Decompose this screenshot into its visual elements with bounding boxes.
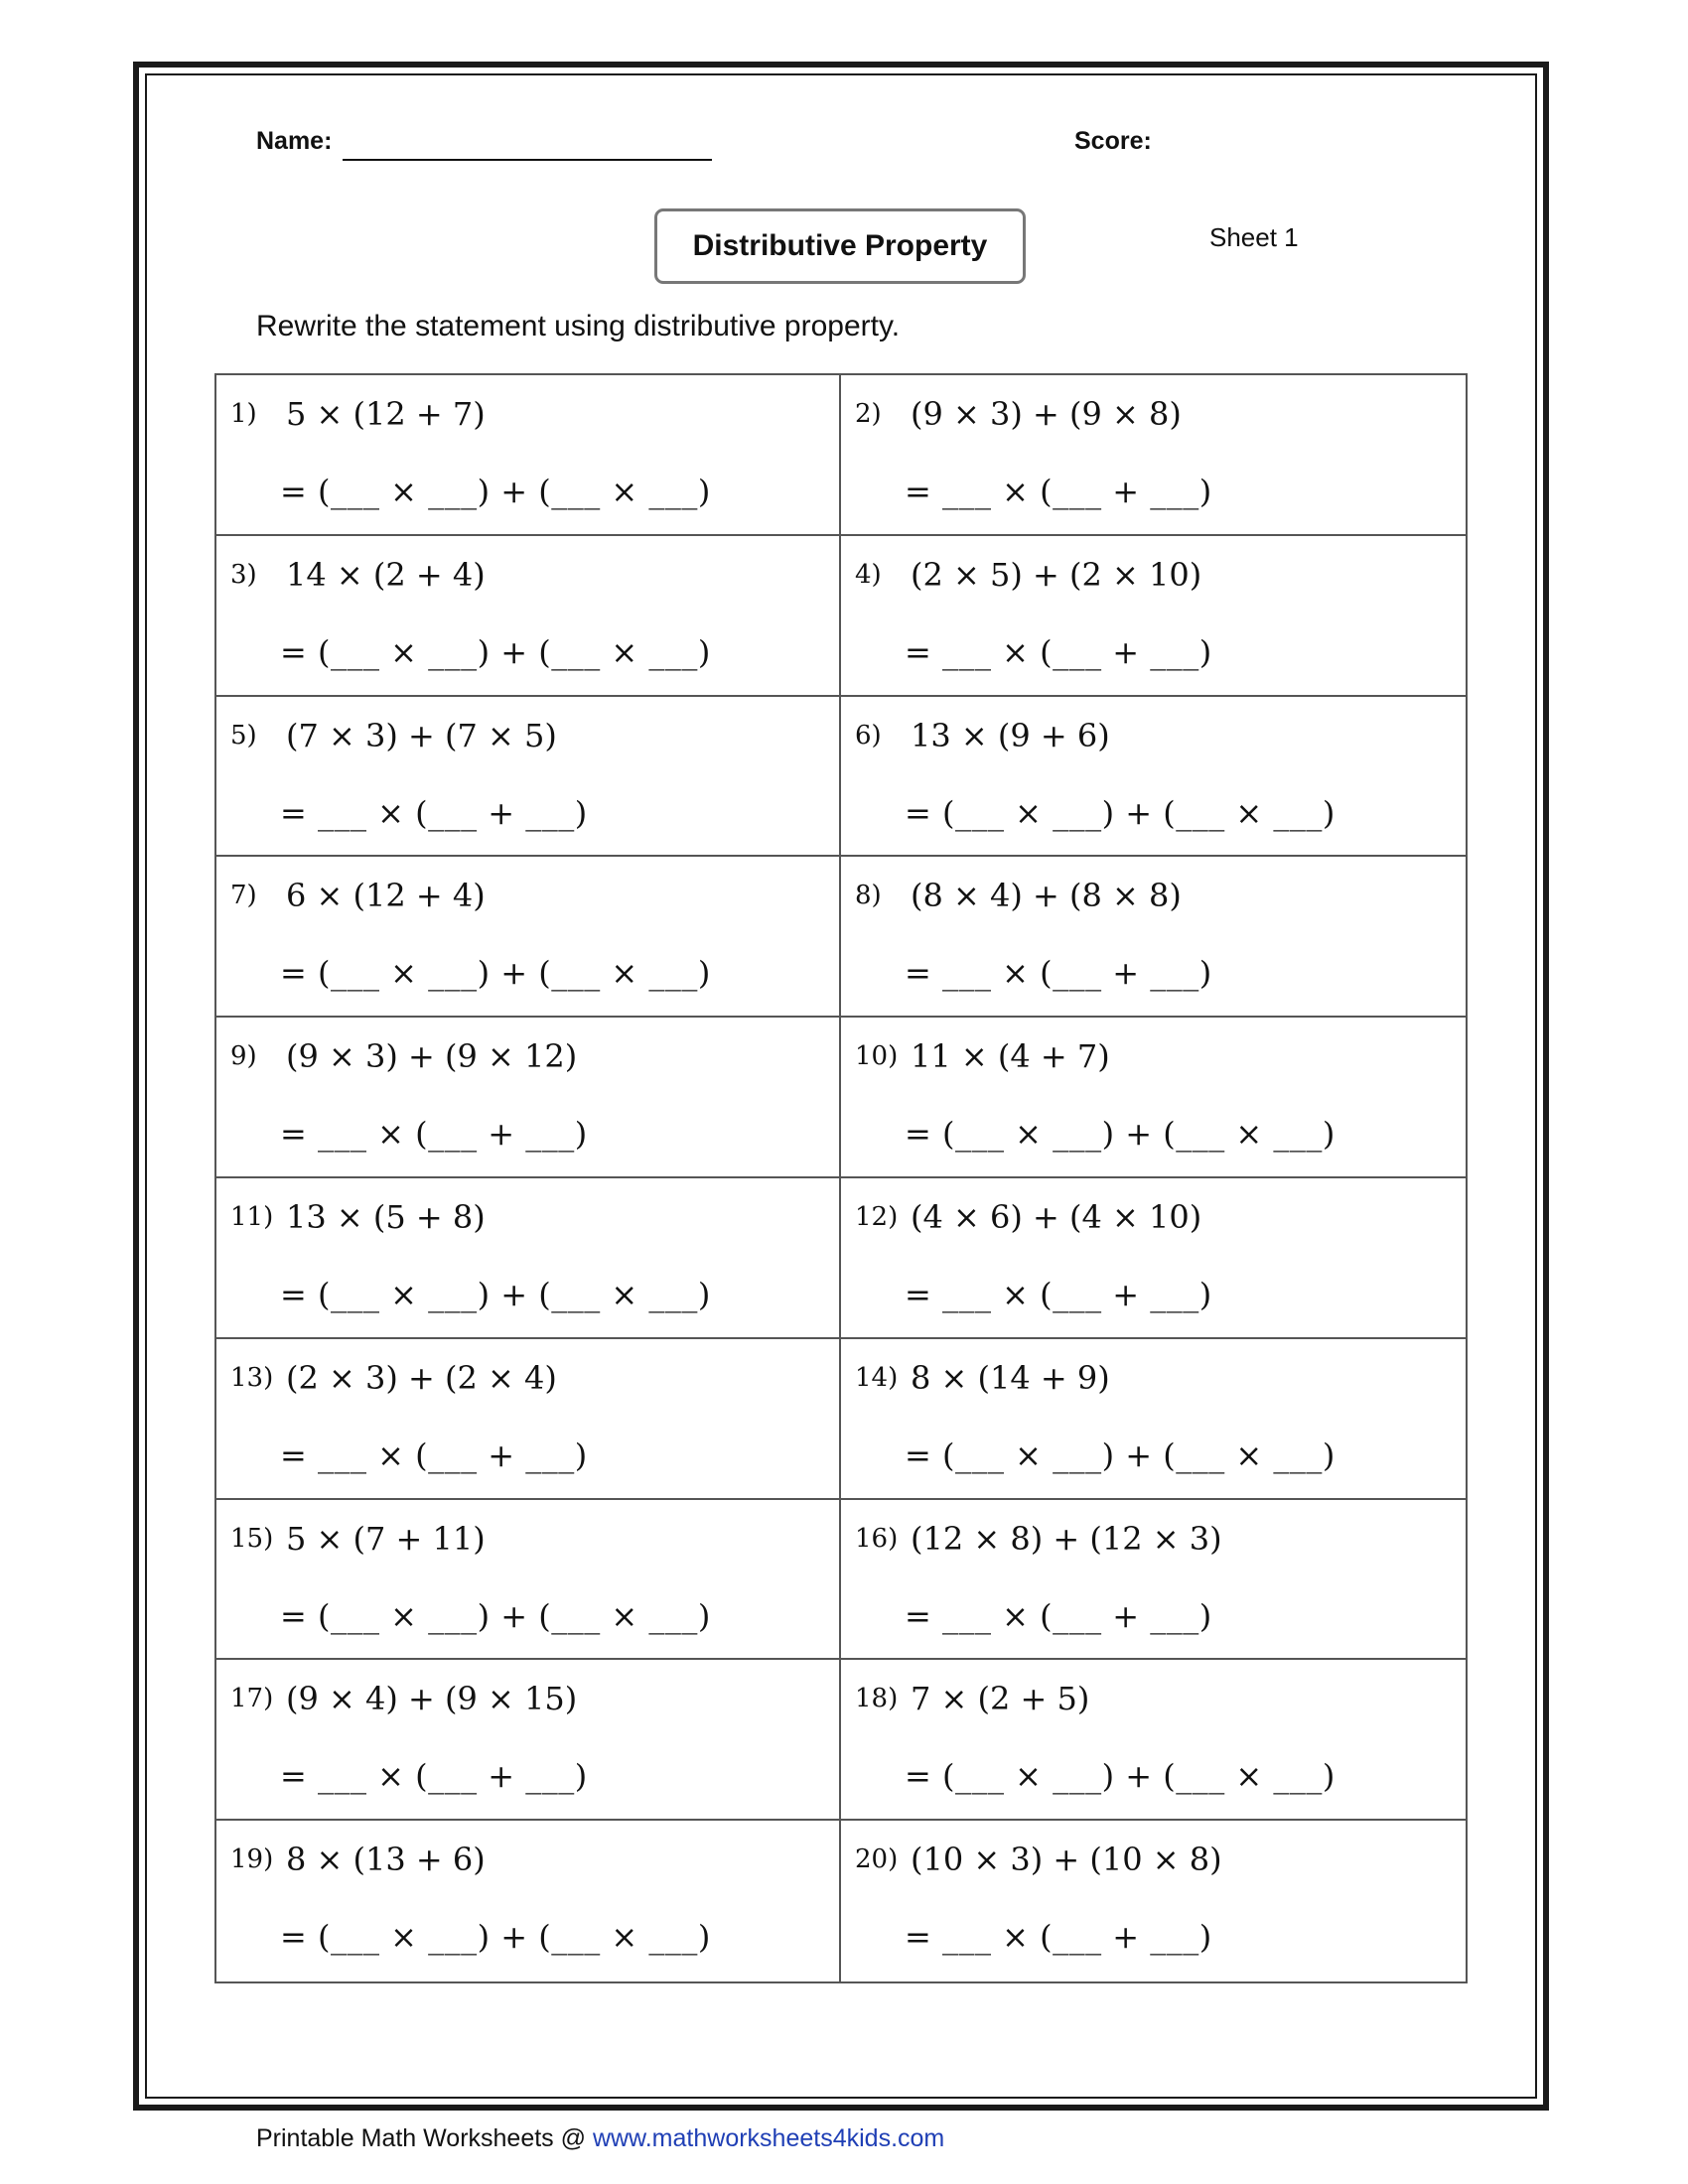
problem-cell (216, 1500, 841, 1661)
problem-number: 1) (230, 399, 257, 429)
problem-grid (214, 373, 1468, 1983)
problem-cell (841, 1821, 1466, 1981)
problem-expression: (4 × 6) + (4 × 10) (911, 1198, 1202, 1236)
problem-cell (841, 536, 1466, 697)
name-label: Name: (256, 127, 333, 155)
problem-expression: 13 × (5 + 8) (286, 1198, 486, 1236)
problem-number: 9) (230, 1041, 257, 1072)
answer-blank[interactable]: = ___ × (___ + ___) (905, 1596, 1212, 1635)
problem-number: 7) (230, 881, 257, 911)
problem-expression: (10 × 3) + (10 × 8) (911, 1841, 1222, 1879)
problem-cell (841, 1339, 1466, 1500)
problem-number: 15) (230, 1523, 274, 1554)
problem-number: 18) (855, 1684, 899, 1714)
problem-number: 17) (230, 1684, 274, 1714)
answer-blank[interactable]: = (___ × ___) + (___ × ___) (280, 954, 711, 993)
problem-cell (841, 1500, 1466, 1661)
problem-number: 14) (855, 1362, 899, 1393)
answer-blank[interactable]: = ___ × (___ + ___) (905, 473, 1212, 510)
problem-cell (216, 536, 841, 697)
answer-blank[interactable]: = (___ × ___) + (___ × ___) (280, 632, 711, 671)
answer-blank[interactable]: = ___ × (___ + ___) (280, 1435, 588, 1474)
problem-number: 20) (855, 1844, 899, 1875)
problem-number: 6) (855, 720, 882, 751)
answer-blank[interactable]: = (___ × ___) + (___ × ___) (905, 1757, 1336, 1796)
answer-blank[interactable]: = (___ × ___) + (___ × ___) (280, 473, 711, 510)
problem-cell (841, 1660, 1466, 1821)
problem-cell (216, 697, 841, 858)
name-field-line[interactable] (343, 159, 712, 161)
answer-blank[interactable]: = (___ × ___) + (___ × ___) (905, 1115, 1336, 1154)
answer-blank[interactable]: = (___ × ___) + (___ × ___) (280, 1918, 711, 1957)
problem-number: 3) (230, 559, 257, 590)
problem-cell (216, 1339, 841, 1500)
problem-cell (216, 1660, 841, 1821)
problem-expression: 8 × (14 + 9) (911, 1358, 1110, 1397)
footer (256, 2124, 944, 2153)
footer-link[interactable]: www.mathworksheets4kids.com (592, 2124, 945, 2152)
problem-expression: 7 × (2 + 5) (911, 1680, 1090, 1718)
answer-blank[interactable]: = (___ × ___) + (___ × ___) (280, 1596, 711, 1635)
problem-cell (841, 1178, 1466, 1339)
problem-cell (841, 697, 1466, 858)
problem-expression: 5 × (7 + 11) (286, 1519, 486, 1558)
problem-expression: 6 × (12 + 4) (286, 877, 486, 915)
problem-number: 4) (855, 559, 882, 590)
problem-expression: 11 × (4 + 7) (911, 1037, 1110, 1076)
problem-expression: (9 × 3) + (9 × 8) (911, 395, 1182, 433)
answer-blank[interactable]: = ___ × (___ + ___) (905, 954, 1212, 993)
problem-number: 2) (855, 399, 882, 429)
answer-blank[interactable]: = ___ × (___ + ___) (905, 1918, 1212, 1957)
problem-number: 5) (230, 720, 257, 751)
answer-blank[interactable]: = ___ × (___ + ___) (280, 1757, 588, 1796)
worksheet-title: Distributive Property (654, 208, 1026, 284)
footer-text: Printable Math Worksheets @ (256, 2124, 593, 2152)
problem-number: 13) (230, 1362, 274, 1393)
problem-cell (841, 857, 1466, 1018)
problem-number: 11) (230, 1202, 274, 1232)
problem-number: 10) (855, 1041, 899, 1072)
problem-cell (841, 375, 1466, 536)
problem-expression: (2 × 3) + (2 × 4) (286, 1358, 557, 1397)
problem-expression: 5 × (12 + 7) (286, 395, 486, 433)
problem-expression: (12 × 8) + (12 × 3) (911, 1519, 1222, 1558)
problem-expression: 8 × (13 + 6) (286, 1841, 486, 1879)
problem-expression: (2 × 5) + (2 × 10) (911, 555, 1202, 594)
problem-cell (216, 857, 841, 1018)
problem-expression: (9 × 4) + (9 × 15) (286, 1680, 578, 1718)
score-label: Score: (1074, 127, 1152, 155)
answer-blank[interactable]: = (___ × ___) + (___ × ___) (905, 1435, 1336, 1474)
problem-expression: (7 × 3) + (7 × 5) (286, 716, 557, 754)
instruction-text: Rewrite the statement using distributive property. (256, 310, 901, 342)
sheet-number: Sheet 1 (1209, 222, 1299, 252)
answer-blank[interactable]: = ___ × (___ + ___) (905, 632, 1212, 671)
problem-cell (216, 1018, 841, 1178)
answer-blank[interactable]: = ___ × (___ + ___) (280, 793, 588, 832)
problem-expression: 13 × (9 + 6) (911, 716, 1110, 754)
answer-blank[interactable]: = ___ × (___ + ___) (905, 1276, 1212, 1313)
problem-number: 16) (855, 1523, 899, 1554)
problem-expression: (9 × 3) + (9 × 12) (286, 1037, 578, 1076)
problem-number: 12) (855, 1202, 899, 1232)
answer-blank[interactable]: = ___ × (___ + ___) (280, 1115, 588, 1154)
answer-blank[interactable]: = (___ × ___) + (___ × ___) (905, 793, 1336, 832)
problem-cell (841, 1018, 1466, 1178)
problem-cell (216, 375, 841, 536)
problem-number: 8) (855, 881, 882, 911)
problem-expression: 14 × (2 + 4) (286, 555, 486, 594)
problem-cell (216, 1178, 841, 1339)
problem-cell (216, 1821, 841, 1981)
problem-expression: (8 × 4) + (8 × 8) (911, 877, 1182, 915)
problem-number: 19) (230, 1844, 274, 1875)
answer-blank[interactable]: = (___ × ___) + (___ × ___) (280, 1276, 711, 1313)
